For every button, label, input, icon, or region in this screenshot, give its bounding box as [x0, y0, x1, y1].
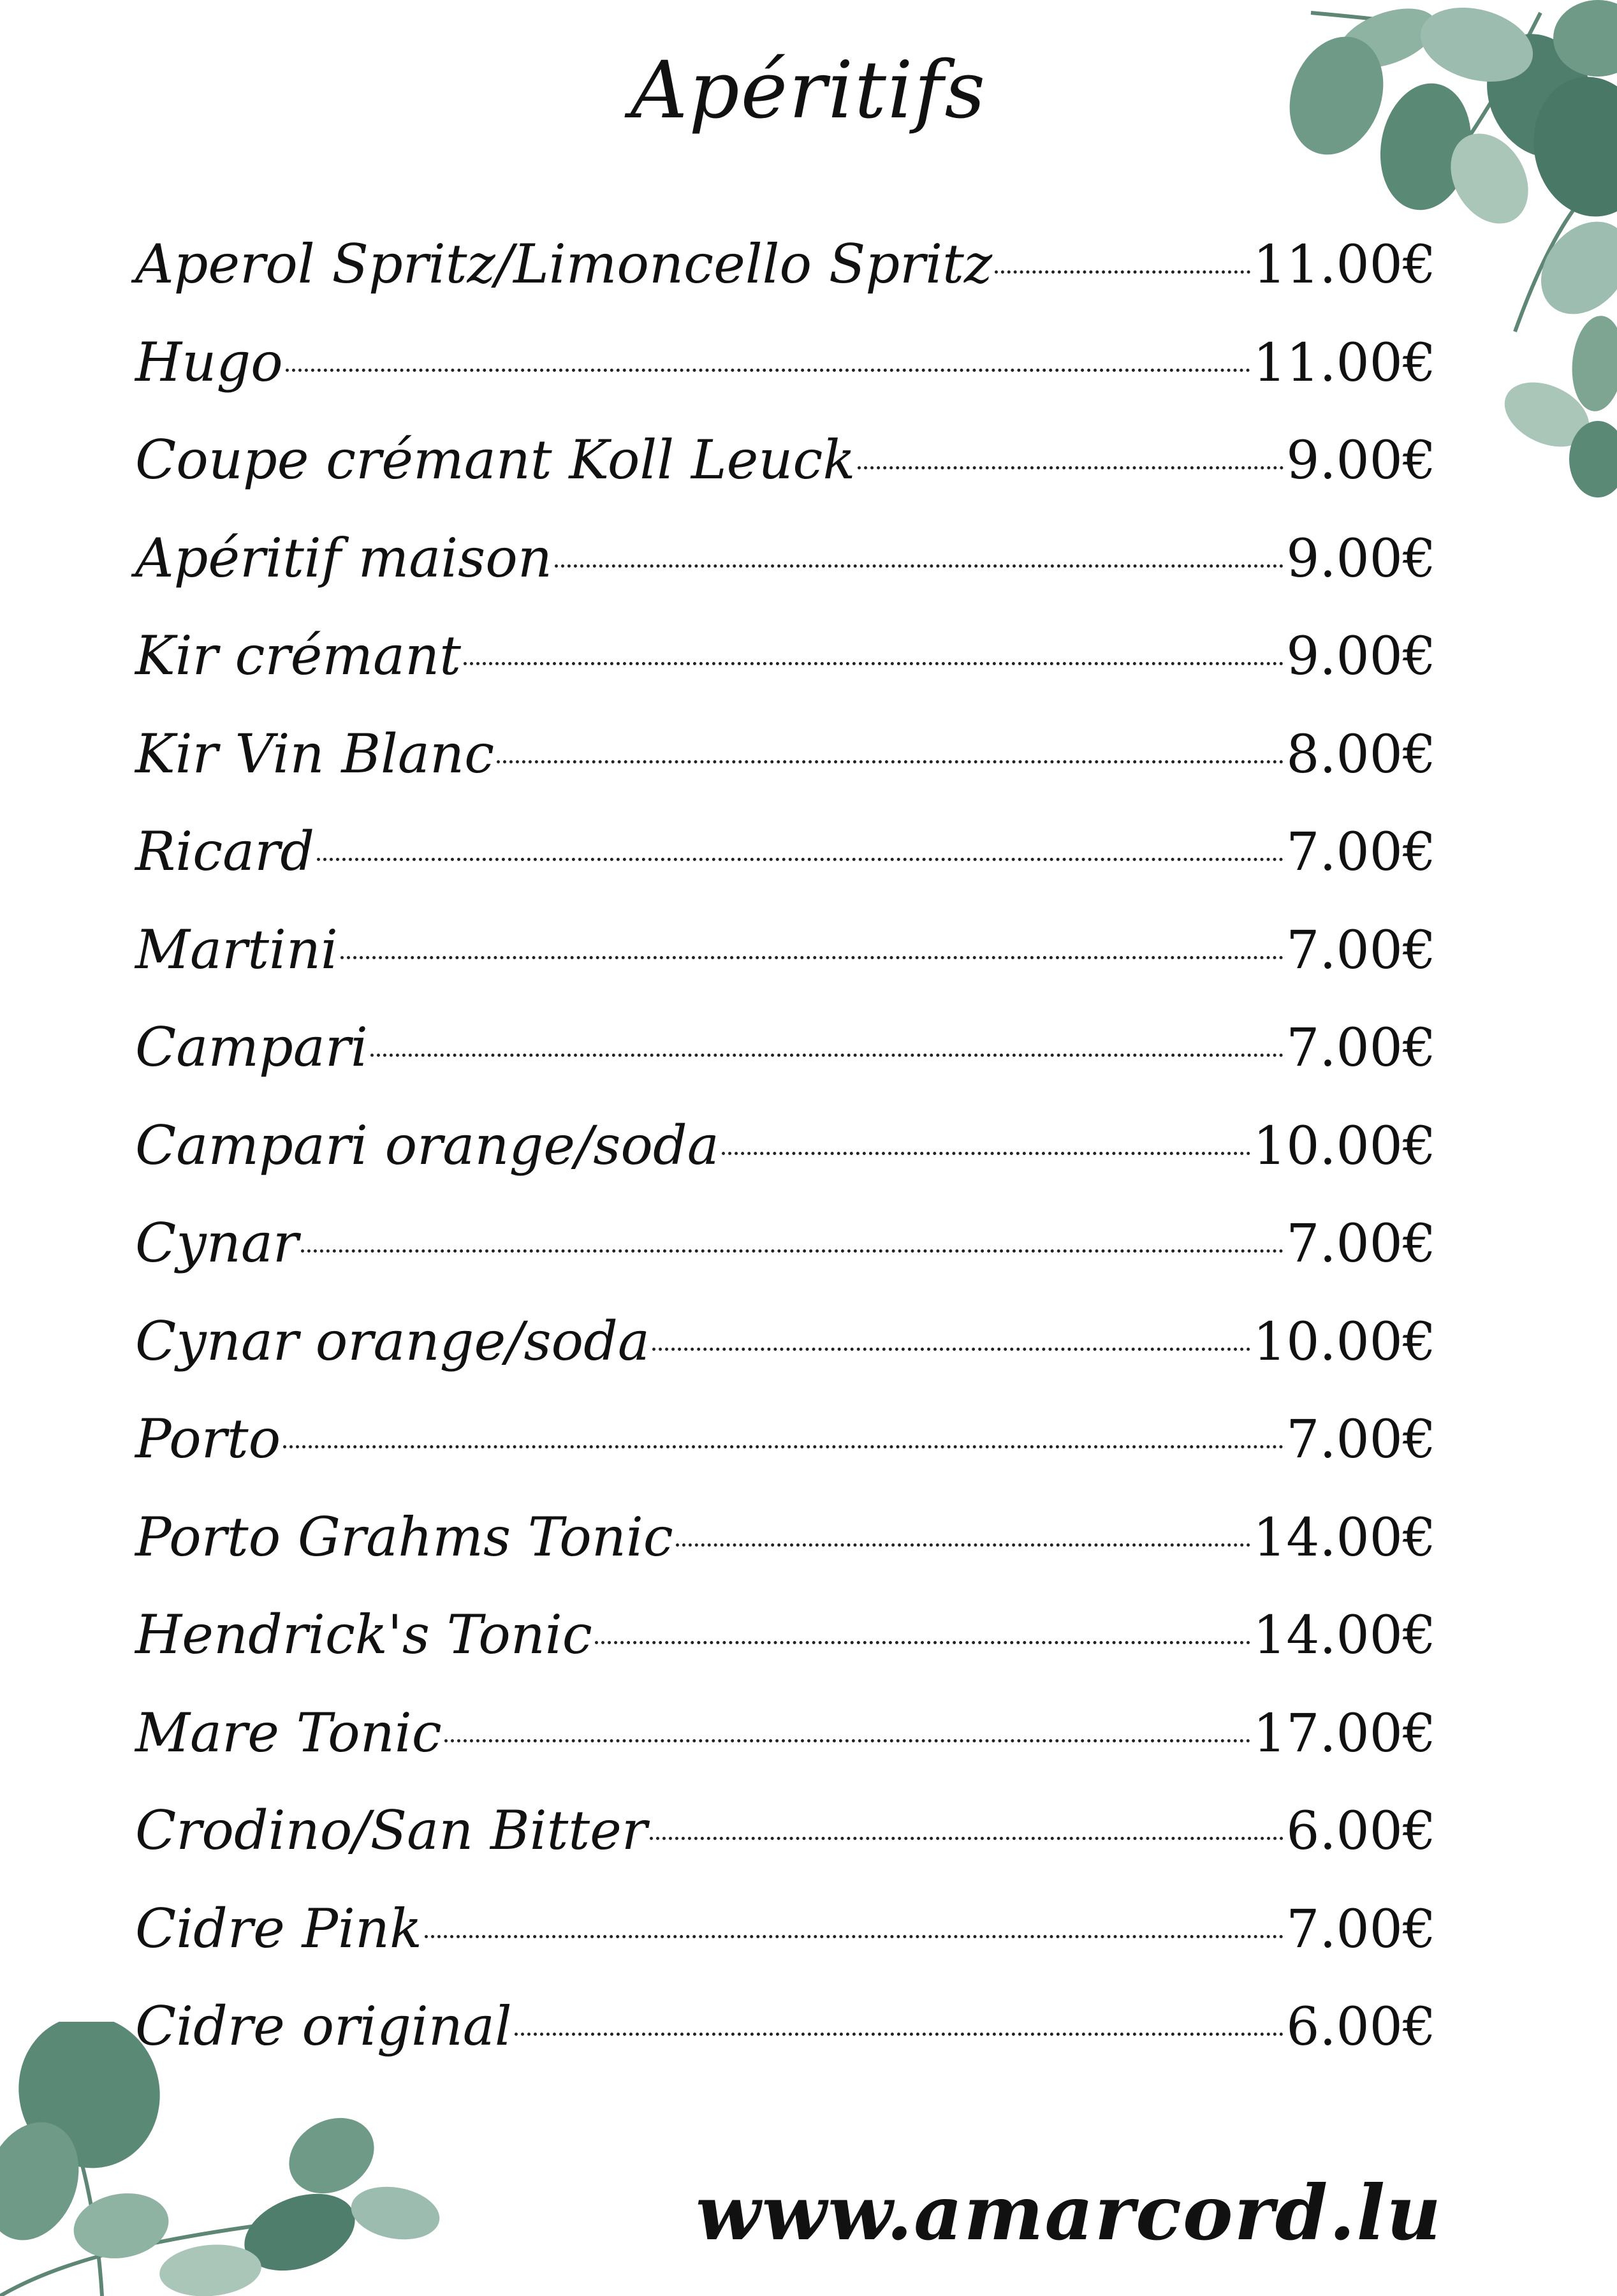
menu-item — [135, 1684, 1436, 1783]
menu-item-price: 14.00€ — [1253, 1605, 1436, 1666]
dot-leader — [425, 1935, 1284, 1938]
dot-leader — [283, 1445, 1284, 1448]
menu-item-price: 17.00€ — [1253, 1703, 1436, 1764]
menu-item-name: Cidre original — [135, 1995, 512, 2057]
menu-item-name: Porto — [135, 1408, 281, 1470]
menu-item — [135, 1978, 1436, 2076]
menu-item-name: Kir crémant — [135, 624, 461, 687]
menu-item — [135, 1195, 1436, 1293]
menu-item-name: Cidre Pink — [135, 1897, 422, 1960]
menu-item-name: Kir Vin Blanc — [135, 722, 495, 785]
menu-item-price: 9.00€ — [1286, 528, 1436, 589]
dot-leader — [497, 760, 1284, 763]
menu-item — [135, 314, 1436, 412]
menu-item-name: Cynar orange/soda — [135, 1309, 650, 1372]
menu-item-name: Hendrick's Tonic — [135, 1603, 592, 1666]
menu-item-name: Cynar — [135, 1212, 299, 1274]
menu-item-price: 7.00€ — [1286, 920, 1436, 981]
menu-item — [135, 411, 1436, 510]
menu-item-name: Martini — [135, 918, 338, 981]
menu-item-price: 10.00€ — [1253, 1311, 1436, 1372]
aperitif-menu-list — [135, 216, 1436, 2076]
dot-leader — [444, 1739, 1250, 1742]
menu-item-price: 14.00€ — [1253, 1507, 1436, 1568]
dot-leader — [858, 466, 1284, 469]
menu-item-name: Ricard — [135, 820, 315, 883]
menu-item — [135, 999, 1436, 1097]
menu-item — [135, 705, 1436, 804]
menu-item-name: Coupe crémant Koll Leuck — [135, 429, 856, 491]
menu-item — [135, 901, 1436, 999]
dot-leader — [286, 369, 1250, 372]
menu-item — [135, 803, 1436, 901]
menu-item-price: 7.00€ — [1286, 1899, 1436, 1960]
menu-item-name: Mare Tonic — [135, 1701, 442, 1764]
dot-leader — [340, 956, 1284, 959]
menu-item-name: Hugo — [135, 330, 283, 394]
dot-leader — [515, 2033, 1284, 2036]
dot-leader — [555, 564, 1284, 568]
menu-item-price: 6.00€ — [1286, 1997, 1436, 2057]
dot-leader — [676, 1543, 1250, 1547]
menu-item-price: 7.00€ — [1286, 822, 1436, 883]
menu-item-name: Aperol Spritz/Limoncello Spritz — [135, 233, 993, 295]
dot-leader — [317, 858, 1284, 861]
menu-item-name: Campari — [135, 1016, 368, 1078]
menu-item-price: 8.00€ — [1286, 724, 1436, 785]
menu-item — [135, 607, 1436, 705]
dot-leader — [370, 1054, 1284, 1057]
menu-item-name: Campari orange/soda — [135, 1114, 719, 1177]
dot-leader — [650, 1837, 1284, 1840]
menu-item-price: 11.00€ — [1253, 332, 1436, 394]
menu-item-name: Crodino/San Bitter — [135, 1799, 648, 1862]
menu-item — [135, 510, 1436, 608]
menu-item-price: 9.00€ — [1286, 626, 1436, 687]
dot-leader — [722, 1152, 1250, 1155]
menu-item-price: 7.00€ — [1286, 1409, 1436, 1470]
dot-leader — [995, 270, 1250, 274]
menu-item — [135, 1782, 1436, 1880]
menu-item-price: 11.00€ — [1253, 235, 1436, 295]
dot-leader — [301, 1249, 1284, 1253]
menu-item — [135, 1586, 1436, 1684]
dot-leader — [595, 1641, 1250, 1644]
menu-item — [135, 1880, 1436, 1978]
website-link[interactable]: www.amarcord.lu — [696, 2168, 1442, 2257]
dot-leader — [464, 662, 1284, 665]
menu-item — [135, 1390, 1436, 1489]
menu-item-price: 7.00€ — [1286, 1018, 1436, 1078]
menu-item — [135, 1293, 1436, 1391]
menu-item-price: 7.00€ — [1286, 1214, 1436, 1274]
menu-item-name: Porto Grahms Tonic — [135, 1505, 673, 1568]
menu-item-price: 10.00€ — [1253, 1115, 1436, 1177]
menu-item — [135, 216, 1436, 314]
dot-leader — [652, 1348, 1250, 1351]
menu-item-name: Apéritif maison — [135, 526, 552, 589]
page-title: Apéritifs — [630, 45, 987, 136]
menu-item-price: 9.00€ — [1286, 430, 1436, 491]
menu-item — [135, 1097, 1436, 1195]
menu-item — [135, 1489, 1436, 1587]
menu-item-price: 6.00€ — [1286, 1801, 1436, 1862]
